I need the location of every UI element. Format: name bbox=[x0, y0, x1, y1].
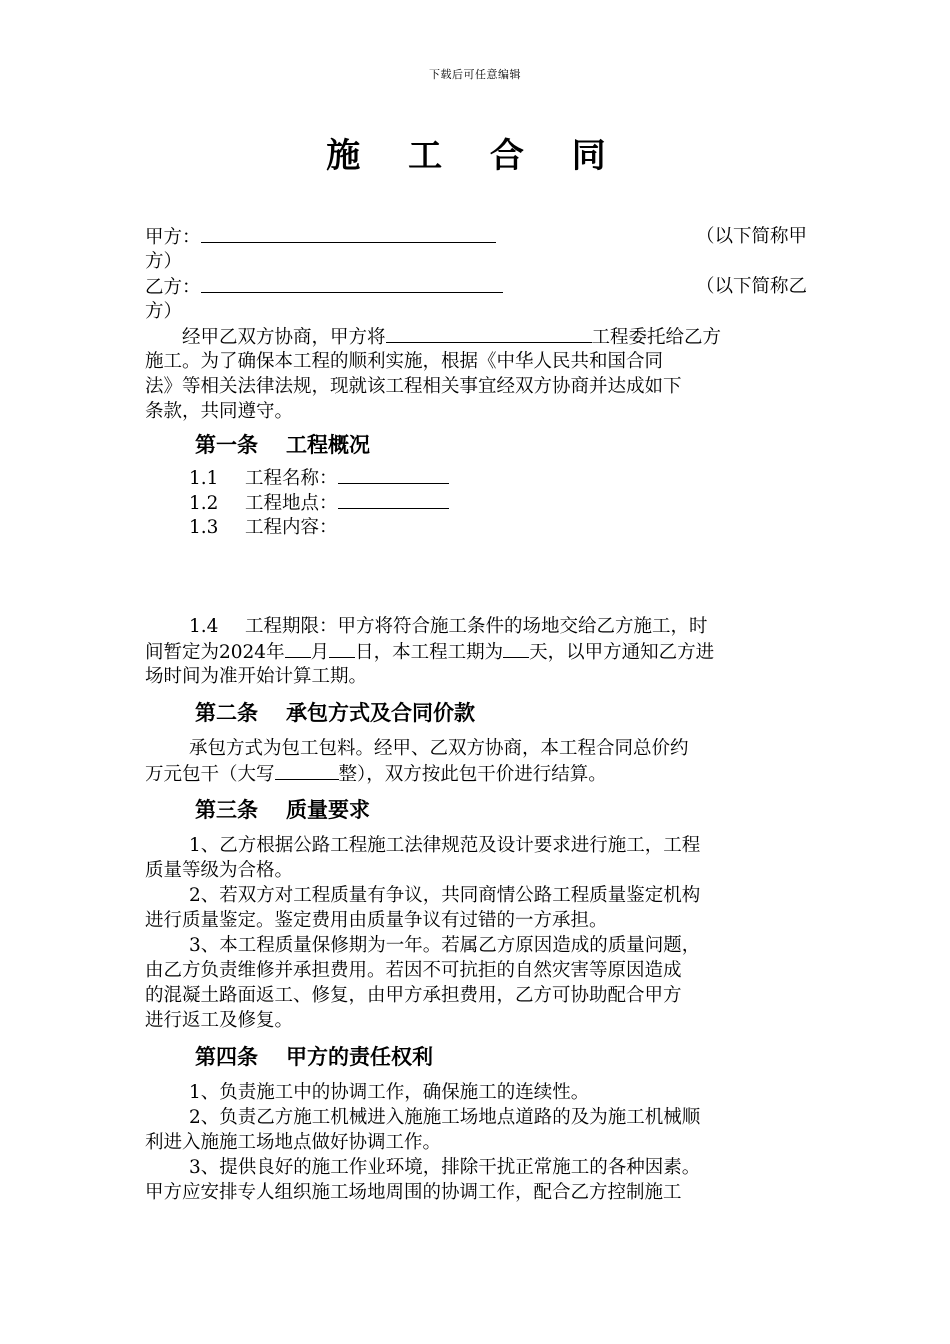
party-b-suffix: （以下简称乙 bbox=[695, 276, 807, 297]
article-2-text: 万元包干（大写 整），双方按此包干价进行结算。 bbox=[145, 761, 807, 786]
party-b-label: 乙方： bbox=[145, 277, 201, 298]
amount-blank bbox=[275, 761, 339, 780]
article-2-heading: 第二条 承包方式及合同价款 bbox=[195, 701, 475, 725]
article-3-text: 质量等级为合格。 bbox=[145, 860, 294, 881]
project-name-blank bbox=[386, 324, 592, 343]
article-1-text: 场时间为准开始计算工期。 bbox=[145, 666, 368, 687]
project-name-field-blank bbox=[338, 465, 449, 484]
party-b-tail: 方） bbox=[145, 301, 183, 322]
party-a-label: 甲方： bbox=[145, 227, 201, 248]
header-note: 下载后可任意编辑 bbox=[429, 68, 521, 81]
party-b-blank bbox=[201, 274, 503, 293]
article-3-text: 的混凝土路面返工、修复，由甲方承担费用，乙方可协助配合甲方 bbox=[145, 985, 682, 1006]
document-body bbox=[145, 224, 807, 1205]
article-3-text: 由乙方负责维修并承担费用。若因不可抗拒的自然灾害等原因造成 bbox=[145, 960, 682, 981]
intro-line: 经甲乙双方协商，甲方将 工程委托给乙方 bbox=[145, 324, 807, 349]
article-4-text: 3、提供良好的施工作业环境，排除干扰正常施工的各种因素。 bbox=[189, 1157, 701, 1178]
article-1-item: 1.2 工程地点： bbox=[189, 490, 807, 515]
article-3-text: 进行返工及修复。 bbox=[145, 1010, 294, 1031]
article-2-text: 承包方式为包工包料。经甲、乙双方协商，本工程合同总价约 bbox=[189, 738, 689, 759]
article-1-heading: 第一条 工程概况 bbox=[195, 433, 370, 457]
article-3-text: 3、本工程质量保修期为一年。若属乙方原因造成的质量问题， bbox=[189, 935, 701, 956]
article-4-text: 2、负责乙方施工机械进入施施工场地点道路的及为施工机械顺 bbox=[189, 1107, 701, 1128]
article-1-item: 1.3 工程内容： bbox=[189, 517, 338, 538]
article-1-text: 间暂定为2024年 月 日，本工程工期为 天，以甲方通知乙方进 bbox=[145, 639, 807, 664]
article-1-item: 1.4 工程期限：甲方将符合施工条件的场地交给乙方施工，时 bbox=[189, 616, 708, 637]
article-4-text: 1、负责施工中的协调工作，确保施工的连续性。 bbox=[189, 1082, 590, 1103]
intro-line: 法》等相关法律法规，现就该工程相关事宜经双方协商并达成如下 bbox=[145, 376, 682, 397]
party-a-blank bbox=[201, 224, 496, 243]
party-a-line bbox=[145, 224, 807, 249]
party-b-line bbox=[145, 274, 807, 299]
article-4-text: 利进入施施工场地点做好协调工作。 bbox=[145, 1132, 442, 1153]
article-4-text: 甲方应安排专人组织施工场地周围的协调工作，配合乙方控制施工 bbox=[145, 1182, 682, 1203]
article-1-item: 1.1 工程名称： bbox=[189, 465, 807, 490]
project-location-blank bbox=[338, 490, 449, 509]
party-a-tail: 方） bbox=[145, 251, 183, 272]
intro-line: 施工。为了确保本工程的顺利实施，根据《中华人民共和国合同 bbox=[145, 351, 664, 372]
article-3-text: 进行质量鉴定。鉴定费用由质量争议有过错的一方承担。 bbox=[145, 910, 608, 931]
document-title: 施 工 合 同 bbox=[326, 136, 624, 176]
article-3-text: 1、乙方根据公路工程施工法律规范及设计要求进行施工，工程 bbox=[189, 835, 701, 856]
article-3-heading: 第三条 质量要求 bbox=[195, 798, 370, 822]
intro-line: 条款，共同遵守。 bbox=[145, 401, 294, 422]
content-gap bbox=[145, 540, 807, 614]
article-3-text: 2、若双方对工程质量有争议，共同商情公路工程质量鉴定机构 bbox=[189, 885, 701, 906]
article-4-heading: 第四条 甲方的责任权利 bbox=[195, 1045, 433, 1069]
party-a-suffix: （以下简称甲 bbox=[695, 226, 807, 247]
